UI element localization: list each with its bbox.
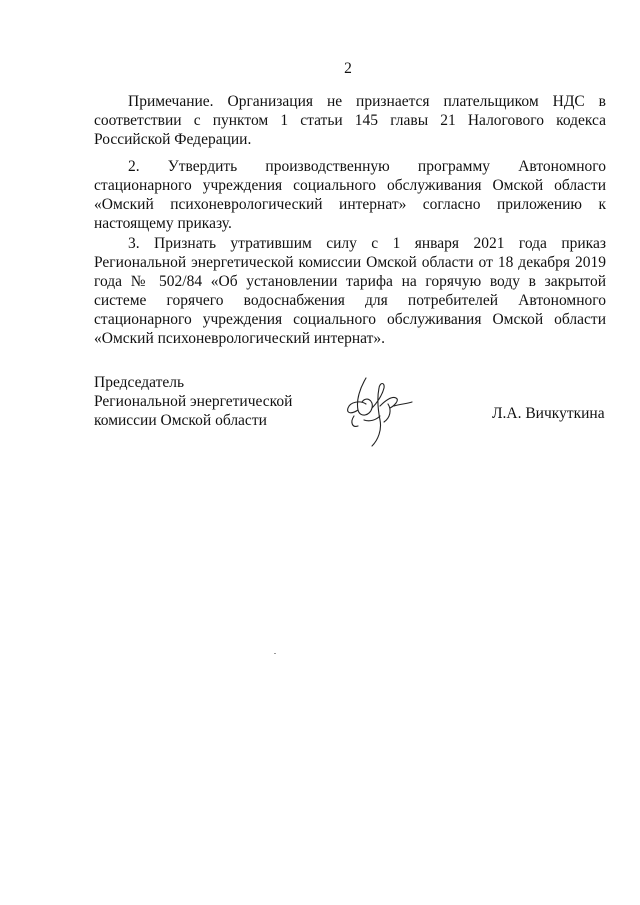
signatory-title — [94, 373, 292, 430]
signatory-title-line-3: комиссии Омской области — [94, 412, 267, 429]
note-paragraph: Примечание. Организация не признается плательщиком НДС в соответствии с пунктом 1 статьи 145 главы 21 Налогового кодекса Российской Федерации. — [94, 93, 606, 148]
page-number: 2 — [344, 60, 352, 77]
handwritten-signature — [336, 370, 428, 452]
signatory-name: Л.А. Вичкуткина — [492, 405, 605, 422]
scan-speck — [274, 653, 276, 654]
signatory-title-line-1: Председатель — [94, 374, 185, 391]
signatory-title-line-2: Региональной энергетической — [94, 393, 293, 410]
item-3-paragraph: 3. Признать утратившим силу с 1 января 2021 года приказ Региональной энергетической комиссии Омской области от 18 декабря 2019 года № 502/84 «Об установлении тарифа на горячую воду в закрытой системе горячего водоснабжения для потребителей Автономного стационарного учреждения социального обслуживания Омской области «Омский психоневрологический интернат». — [94, 235, 606, 347]
item-2-paragraph: 2. Утвердить производственную программу Автономного стационарного учреждения социального обслуживания Омской области «Омский психоневрологический интернат» согласно приложению к настоящему приказу. — [94, 158, 606, 232]
